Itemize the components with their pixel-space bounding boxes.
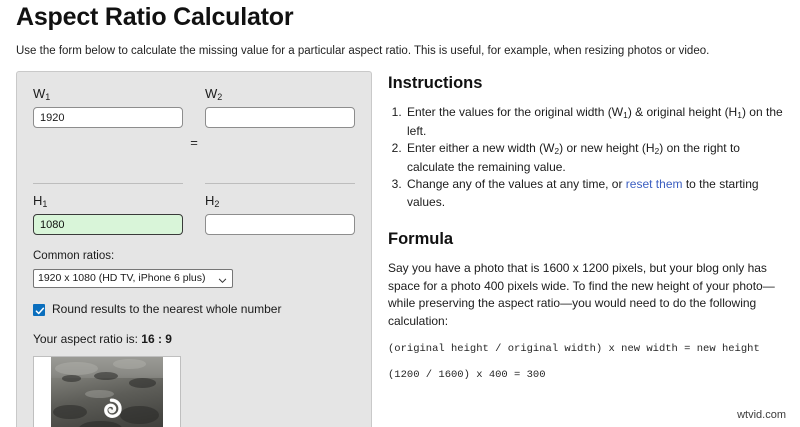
w2-field-group bbox=[205, 86, 355, 128]
h1-label-text: H bbox=[33, 193, 43, 208]
step2-text-c: ) on the right to calculate the remaining value. bbox=[407, 141, 740, 174]
instructions-heading: Instructions bbox=[388, 74, 483, 92]
step3-text-b: to the starting values. bbox=[407, 177, 759, 209]
w1-field-group bbox=[33, 86, 183, 128]
w1-label-text: W bbox=[33, 86, 46, 101]
common-ratios-select-wrap[interactable] bbox=[33, 268, 233, 287]
divider-gap bbox=[183, 183, 205, 184]
step1-text-b: ) & original height (H bbox=[627, 105, 738, 119]
instruction-step-3 bbox=[405, 176, 784, 211]
preview-photo bbox=[51, 357, 163, 427]
content-columns bbox=[16, 71, 784, 427]
h1-field-group bbox=[33, 193, 183, 235]
divider-right bbox=[205, 183, 355, 184]
height-row bbox=[33, 193, 355, 235]
h1-label bbox=[33, 193, 183, 210]
step1-sub-1: 1 bbox=[623, 110, 628, 120]
h2-label-text: H bbox=[205, 193, 215, 208]
round-results-label: Round results to the nearest whole number bbox=[52, 302, 282, 316]
step2-text-b: ) or new height (H bbox=[559, 141, 655, 155]
instructions-list bbox=[388, 104, 784, 211]
instruction-step-1 bbox=[405, 104, 784, 140]
height-row-spacer bbox=[183, 193, 205, 235]
step1-sub-2: 1 bbox=[737, 110, 742, 120]
h2-label-sub: 2 bbox=[214, 199, 220, 209]
fraction-divider bbox=[33, 183, 355, 184]
formula-code-general: (original height / original width) x new width = new height bbox=[388, 343, 760, 355]
equals-sign: = bbox=[190, 134, 198, 150]
common-ratios-label: Common ratios: bbox=[33, 250, 115, 262]
h2-label bbox=[205, 193, 355, 210]
common-ratios-select[interactable] bbox=[33, 269, 233, 288]
round-results-row[interactable] bbox=[33, 302, 355, 317]
step3-text-a: Change any of the values at any time, or bbox=[407, 177, 626, 191]
h2-field-group bbox=[205, 193, 355, 235]
step1-text-c: ) on the left. bbox=[407, 105, 783, 138]
photo-speck-2 bbox=[94, 372, 119, 380]
step2-sub-1: 2 bbox=[554, 146, 560, 156]
info-column bbox=[372, 71, 784, 382]
step2-sub-2: 2 bbox=[654, 146, 660, 156]
photo-speck-5 bbox=[120, 406, 158, 424]
formula-paragraph: Say you have a photo that is 1600 x 1200 pixels, but your blog only has space for a photo 400 pixels wide. To find the new height of your photo—while preserving the aspect ratio—you would need to do the following calculation: bbox=[388, 261, 775, 328]
instruction-step-2 bbox=[405, 140, 784, 176]
preview-thumbnail-frame bbox=[33, 356, 181, 427]
h2-input[interactable] bbox=[205, 214, 355, 235]
w1-input[interactable] bbox=[33, 107, 183, 128]
w2-label bbox=[205, 86, 355, 103]
calculator-form-panel bbox=[16, 71, 372, 427]
aspect-ratio-result-value: 16 : 9 bbox=[141, 332, 172, 346]
shell-graphic bbox=[99, 396, 123, 420]
w1-label-sub: 1 bbox=[45, 92, 51, 102]
formula-heading: Formula bbox=[388, 230, 454, 248]
w2-label-text: W bbox=[205, 86, 218, 101]
w1-label bbox=[33, 86, 183, 103]
round-results-checkbox[interactable] bbox=[33, 304, 45, 316]
w2-label-sub: 2 bbox=[217, 92, 223, 102]
w2-input[interactable] bbox=[205, 107, 355, 128]
h1-input[interactable] bbox=[33, 214, 183, 235]
formula-code-example: (1200 / 1600) x 400 = 300 bbox=[388, 369, 546, 381]
page-title: Aspect Ratio Calculator bbox=[16, 3, 294, 31]
width-row bbox=[33, 86, 355, 172]
step2-text-a: Enter either a new width (W bbox=[407, 141, 555, 155]
step1-text-a: Enter the values for the original width (W bbox=[407, 105, 624, 119]
photo-speck-4 bbox=[53, 405, 87, 420]
watermark: wtvid.com bbox=[737, 409, 786, 421]
page-subtitle: Use the form below to calculate the missing value for a particular aspect ratio. This is useful, for example, when resizing photos or video. bbox=[16, 45, 710, 57]
reset-them-link[interactable]: reset them bbox=[625, 177, 683, 191]
aspect-ratio-result bbox=[33, 332, 355, 347]
photo-highlight-1 bbox=[55, 362, 98, 375]
divider-left bbox=[33, 183, 183, 184]
h1-label-sub: 1 bbox=[42, 199, 48, 209]
check-icon bbox=[35, 306, 45, 316]
aspect-ratio-result-prefix: Your aspect ratio is: bbox=[33, 332, 138, 346]
common-ratios-group bbox=[33, 249, 355, 287]
